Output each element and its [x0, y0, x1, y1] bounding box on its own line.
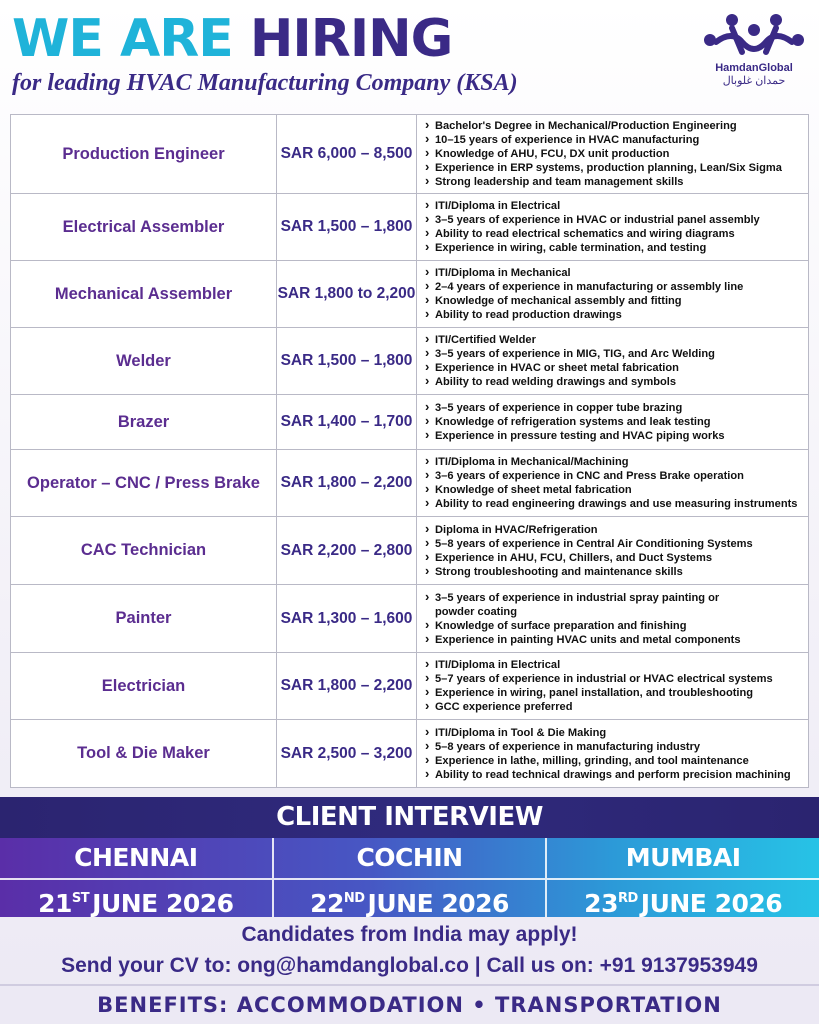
job-requirements — [417, 194, 809, 261]
date-suffix: ST — [71, 891, 90, 906]
requirement-item: › 3–5 years of experience in copper tube brazing — [425, 401, 802, 415]
date-day: 23 — [584, 889, 618, 918]
requirement-item: › ITI/Diploma in Electrical — [425, 658, 802, 672]
job-requirements — [417, 115, 809, 194]
requirement-item: › GCC experience preferred — [425, 700, 802, 714]
header — [0, 0, 819, 108]
people-logo-icon — [702, 12, 806, 60]
job-role: Brazer — [11, 395, 277, 450]
date-day: 21 — [38, 889, 72, 918]
table-row — [11, 585, 809, 653]
requirement-item: › 3–5 years of experience in HVAC or industrial panel assembly — [425, 213, 802, 227]
city-name: COCHIN — [356, 843, 463, 872]
date-month: JUNE 2026 — [367, 889, 509, 918]
requirement-item: › ITI/Certified Welder — [425, 333, 802, 347]
requirement-item: › ITI/Diploma in Tool & Die Making — [425, 726, 802, 740]
requirement-item: › Experience in HVAC or sheet metal fabrication — [425, 361, 802, 375]
job-role: Production Engineer — [11, 115, 277, 194]
job-salary: SAR 1,500 – 1,800 — [277, 328, 417, 395]
requirement-item: › Strong troubleshooting and maintenance skills — [425, 565, 802, 579]
table-row — [11, 115, 809, 194]
requirement-item: › Ability to read electrical schematics and wiring diagrams — [425, 227, 802, 241]
requirement-item: › Knowledge of sheet metal fabrication — [425, 483, 802, 497]
job-role: Painter — [11, 585, 277, 653]
city-mumbai — [545, 838, 819, 917]
requirement-item: › Knowledge of AHU, FCU, DX unit production — [425, 147, 802, 161]
job-role: Electrician — [11, 653, 277, 720]
job-salary: SAR 1,400 – 1,700 — [277, 395, 417, 450]
interview-date — [274, 878, 546, 922]
logo-name: HamdanGlobal — [715, 62, 793, 74]
requirement-item: › Ability to read technical drawings and perform precision machining — [425, 768, 802, 782]
requirement-item: › 5–8 years of experience in Central Air Conditioning Systems — [425, 537, 802, 551]
company-logo — [700, 12, 808, 98]
job-salary: SAR 2,500 – 3,200 — [277, 720, 417, 788]
benefits-bar: BENEFITS: ACCOMMODATION • TRANSPORTATION — [0, 984, 819, 1024]
job-role: Electrical Assembler — [11, 194, 277, 261]
job-requirements — [417, 395, 809, 450]
job-requirements — [417, 450, 809, 517]
date-suffix: RD — [617, 891, 638, 906]
requirement-item: › Experience in AHU, FCU, Chillers, and Duct Systems — [425, 551, 802, 565]
title-hiring: HIRING — [249, 9, 453, 69]
apply-note: Candidates from India may apply! — [241, 923, 578, 946]
requirement-item: › Bachelor's Degree in Mechanical/Production Engineering — [425, 119, 802, 133]
job-role: Mechanical Assembler — [11, 261, 277, 328]
table-row — [11, 450, 809, 517]
requirement-item: › Knowledge of surface preparation and finishing — [425, 619, 802, 633]
requirement-item: › 3–5 years of experience in MIG, TIG, and Arc Welding — [425, 347, 802, 361]
title-we-are: WE ARE — [12, 9, 233, 69]
job-salary: SAR 6,000 – 8,500 — [277, 115, 417, 194]
date-month: JUNE 2026 — [92, 889, 234, 918]
table-row — [11, 653, 809, 720]
requirement-item: › 3–5 years of experience in industrial spray painting or powder coating — [425, 591, 725, 619]
date-day: 22 — [310, 889, 344, 918]
job-requirements — [417, 517, 809, 585]
table-row — [11, 328, 809, 395]
requirement-item: › Experience in ERP systems, production planning, Lean/Six Sigma — [425, 161, 802, 175]
city-name: CHENNAI — [74, 843, 198, 872]
requirement-item: › 5–8 years of experience in manufacturing industry — [425, 740, 802, 754]
job-salary: SAR 1,800 to 2,200 — [277, 261, 417, 328]
job-role: Welder — [11, 328, 277, 395]
page-subtitle: for leading HVAC Manufacturing Company (KSA) — [12, 70, 518, 96]
requirement-item: › Ability to read production drawings — [425, 308, 802, 322]
interview-date — [0, 878, 272, 922]
table-row — [11, 720, 809, 788]
interview-heading: CLIENT INTERVIEW — [0, 797, 819, 838]
job-requirements — [417, 328, 809, 395]
footer — [0, 920, 819, 982]
table-row — [11, 517, 809, 585]
page-title — [12, 8, 452, 70]
requirement-item: › 5–7 years of experience in industrial or HVAC electrical systems — [425, 672, 802, 686]
requirement-item: › Ability to read welding drawings and symbols — [425, 375, 802, 389]
table-row — [11, 261, 809, 328]
job-salary: SAR 1,300 – 1,600 — [277, 585, 417, 653]
job-salary: SAR 2,200 – 2,800 — [277, 517, 417, 585]
contact-info: Send your CV to: ong@hamdanglobal.co | Call us on: +91 9137953949 — [61, 954, 758, 977]
requirement-item: › Strong leadership and team management skills — [425, 175, 802, 189]
requirement-item: › ITI/Diploma in Electrical — [425, 199, 802, 213]
city-cochin — [272, 838, 546, 917]
job-role: Operator – CNC / Press Brake — [11, 450, 277, 517]
city-chennai — [0, 838, 272, 917]
job-requirements — [417, 261, 809, 328]
table-row — [11, 194, 809, 261]
job-salary: SAR 1,800 – 2,200 — [277, 450, 417, 517]
jobs-table — [10, 114, 809, 788]
requirement-item: › Experience in wiring, panel installation, and troubleshooting — [425, 686, 802, 700]
requirement-item: › Diploma in HVAC/Refrigeration — [425, 523, 802, 537]
requirement-item: › Knowledge of refrigeration systems and leak testing — [425, 415, 802, 429]
requirement-item: › Ability to read engineering drawings and use measuring instruments — [425, 497, 802, 511]
job-salary: SAR 1,800 – 2,200 — [277, 653, 417, 720]
requirement-item: › ITI/Diploma in Mechanical — [425, 266, 802, 280]
interview-date — [547, 878, 819, 922]
job-role: CAC Technician — [11, 517, 277, 585]
requirement-item: › Experience in lathe, milling, grinding, and tool maintenance — [425, 754, 802, 768]
job-requirements — [417, 585, 809, 653]
date-suffix: ND — [343, 891, 365, 906]
requirement-item: › 3–6 years of experience in CNC and Press Brake operation — [425, 469, 802, 483]
city-name: MUMBAI — [625, 843, 741, 872]
requirement-item: › 10–15 years of experience in HVAC manufacturing — [425, 133, 802, 147]
requirement-item: › ITI/Diploma in Mechanical/Machining — [425, 455, 802, 469]
interview-cities — [0, 838, 819, 917]
requirement-item: › Knowledge of mechanical assembly and fitting — [425, 294, 802, 308]
client-interview-section — [0, 797, 819, 917]
table-row — [11, 395, 809, 450]
job-requirements — [417, 653, 809, 720]
job-requirements — [417, 720, 809, 788]
requirement-item: › Experience in wiring, cable termination, and testing — [425, 241, 802, 255]
logo-arabic-name: حمدان غلوبال — [722, 75, 786, 87]
date-month: JUNE 2026 — [640, 889, 783, 918]
requirement-item: › Experience in pressure testing and HVAC piping works — [425, 429, 802, 443]
requirement-item: › 2–4 years of experience in manufacturing or assembly line — [425, 280, 802, 294]
job-role: Tool & Die Maker — [11, 720, 277, 788]
requirement-item: › Experience in painting HVAC units and metal components — [425, 633, 802, 647]
job-salary: SAR 1,500 – 1,800 — [277, 194, 417, 261]
